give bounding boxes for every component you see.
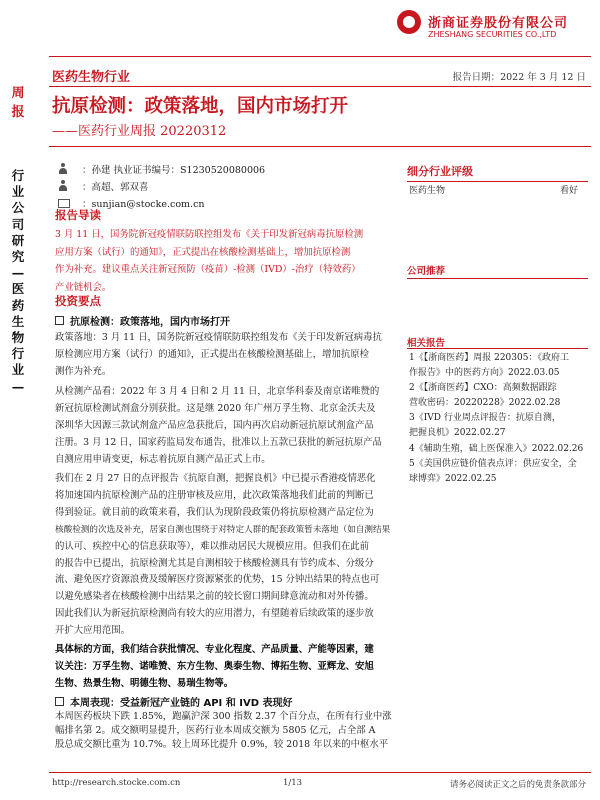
intro-line: 3 月 11 日，国务院新冠疫情联防联控组发布《关于印发新冠病毒抗原检测 (55, 229, 364, 240)
company-recommend-heading: 公司推荐 (407, 266, 446, 277)
paragraph-line: 深圳华大因源三款试剂盒产品应急获批后，国内再次启动新冠抗原试剂盒产品 (55, 419, 374, 431)
company-name-en: ZHESHANG SECURITIES CO.,LTD (428, 30, 557, 39)
paragraph-line: 本周医药板块下跌 1.85%，跑赢沪深 300 指数 2.37 个百分点，在所有行业中涨 (55, 711, 392, 722)
paragraph-line: 股总成交额比重为 10.7%。较上周环比提升 0.9%，较 2018 年以来的中枢水平 (55, 739, 389, 751)
rating-sector: 医药生物 (409, 186, 446, 196)
market-paragraph (55, 710, 400, 753)
subtitle-divider (49, 146, 591, 147)
report-date: 报告日期：2022 年 3 月 12 日 (452, 72, 586, 83)
rating-heading: 细分行业评级 (407, 165, 473, 178)
paragraph-line: 流、避免医疗资源浪费及缓解医疗资源紧张的优势，15 分钟出结果的特点也可 (55, 574, 380, 586)
industry-label: 医药生物行业 (52, 70, 131, 85)
paragraph-line: 原检测应用方案（试行）的通知》，正式提出在核酸检测基础上，增加抗原检 (55, 348, 370, 360)
related-reports-divider (407, 348, 588, 349)
paragraph-line: 自测应用申请变更，标志着抗原自测产品正式上市。 (55, 453, 271, 465)
paragraph-line: 的报告中已提出，抗原检测尤其是自测相较于核酸检测具有节约成本、分级分 (55, 557, 374, 569)
intro-line: 应用方案（试行）的通知》，正式提出在核酸检测基础上，增加抗原检测 (55, 246, 351, 258)
bullet-antigen (55, 313, 230, 328)
rating-divider (407, 181, 588, 182)
bullet-antigen-text: 抗原检测：政策落地，国内市场打开 (70, 317, 230, 328)
side-category-text: 行业公司研究—医药生物行业— (11, 168, 25, 394)
related-report-line[interactable]: 把握良机》2022.02.27 (409, 428, 506, 439)
email-line: ：sunjian@stocke.com.cn (82, 199, 205, 210)
related-report-line[interactable]: 营收密码：20220228》2022.02.28 (409, 398, 561, 409)
related-reports-list (409, 351, 591, 487)
paragraph-line: 新冠抗原检测试剂盒分别获批。这是继 2020 年广州万孚生物、北京金沃夫及 (55, 402, 376, 414)
rating-value: 看好 (560, 186, 579, 196)
paragraph-line: 从检测产品看：2022 年 3 月 4 日和 2 月 11 日，北京华科泰及南京诺唯赞的 (55, 386, 380, 397)
product-paragraph (55, 384, 400, 469)
company-logo-icon (397, 10, 421, 34)
footer-url-link[interactable]: http://research.stocke.com.cn (52, 778, 181, 788)
policy-paragraph (55, 330, 400, 381)
paragraph-line: 因此我们认为新冠抗原检测尚有较大的应用潜力，有望随着后续政策的逐步放 (55, 608, 374, 620)
paragraph-line: 议关注：万孚生物、诺唯赞、东方生物、奥泰生物、博拓生物、亚辉龙、安旭 (55, 660, 374, 672)
key-points-heading: 投资要点 (55, 294, 101, 308)
paragraph-line: 以避免感染者在核酸检测中出结果之前的较长窗口期间肆意流动和对外传播。 (55, 591, 374, 603)
footer-divider (49, 772, 591, 773)
paragraph-line: 将加速国内抗原检测产品的注册审核及应用，此次政策落地我们此前的判断已 (55, 489, 374, 501)
related-report-line[interactable]: 2《【浙商医药】CXO：高频数据跟踪 (409, 383, 557, 394)
bullet-square-icon (55, 316, 64, 325)
related-report-line[interactable]: 作报告》中的医药方向》2022.03.05 (409, 368, 560, 379)
related-report-line[interactable]: 5《美国供应链价值表点评：供应安全，全 (409, 458, 577, 469)
title-divider (49, 86, 591, 87)
team-person-icon (58, 180, 68, 192)
intro-line: 作为补充。建议重点关注新冠预防（疫苗）-检测（IVD）-治疗（特效药） (55, 264, 361, 275)
paragraph-line: 得到验证。就目前的政策来看，我们认为现阶段政策仍将抗原检测产品定位为 (55, 506, 374, 518)
paragraph-line: 核酸检测的次选及补充，居家自测也围绕于对特定人群的配套政策暂未落地（如自测结果 (55, 524, 391, 535)
paragraph-line: 测作为补充。 (55, 365, 112, 377)
related-report-line[interactable]: 球博弈》2022.02.25 (409, 473, 497, 484)
paragraph-line: 开扩大应用范围。 (55, 625, 131, 637)
paragraph-line: 注册。3 月 12 日，国家药监局发布通告，批准以上五款已获批的新冠抗原产品 (55, 436, 382, 448)
related-report-line[interactable]: 3《IVD 行业周点评报告：抗原自测， (409, 413, 561, 424)
page-subtitle: ——医药行业周报 20220312 (52, 124, 227, 139)
paragraph-line: 政策落地：3 月 11 日，国务院新冠疫情联防联控组发布《关于印发新冠病毒抗 (55, 332, 382, 343)
intro-line: 产业链机会。 (55, 281, 112, 293)
paragraph-line: 具体标的方面，我们结合获批情况、专业化程度、产品质量、产能等因素，建 (55, 644, 374, 655)
analyst-person-icon (58, 163, 68, 175)
page-title: 抗原检测：政策落地，国内市场打开 (52, 96, 349, 117)
team-line: ：高超、郭双喜 (82, 182, 149, 193)
company-recommend-divider (407, 278, 588, 279)
bullet-weekly-performance (55, 694, 292, 709)
recommendation-paragraph (55, 642, 400, 693)
paragraph-line: 生物、热景生物、明德生物、易瑞生物等。 (55, 677, 234, 689)
analysis-paragraph (55, 471, 400, 640)
intro-text (55, 226, 400, 296)
analyst-line: ：孙建 执业证书编号：S1230520080006 (82, 165, 266, 176)
intro-heading: 报告导读 (55, 208, 101, 222)
header-divider (49, 56, 591, 57)
related-report-line[interactable]: 1《【浙商医药】周报 220305：《政府工 (409, 353, 569, 363)
related-report-line[interactable]: 4《辅助生殖，础上医保准入》2022.02.26 (409, 443, 584, 454)
paragraph-line: 幅排名第 2。成交额明显提升，医药行业本周成交额为 5805 亿元，占全部 A (55, 725, 376, 737)
page-number: 1/13 (283, 778, 303, 788)
report-type-weekly: 周报 (11, 86, 25, 120)
paragraph-line: 我们在 2 月 27 日的点评报告《抗原自测，把握良机》中已提示香港疫情恶化 (55, 473, 376, 484)
disclaimer-note: 请务必阅读正文之后的免责条款部分 (449, 780, 586, 790)
related-reports-heading: 相关报告 (407, 338, 446, 349)
paragraph-line: 的认可、疾控中心的信息获取等），难以推动居民大规模应用。但我们在此前 (55, 540, 370, 552)
bullet-square-icon (55, 697, 64, 706)
company-name-cn: 浙商证券股份有限公司 (428, 16, 569, 31)
bullet-weekly-text: 本周表现：受益新冠产业链的 API 和 IVD 表现好 (70, 698, 293, 709)
